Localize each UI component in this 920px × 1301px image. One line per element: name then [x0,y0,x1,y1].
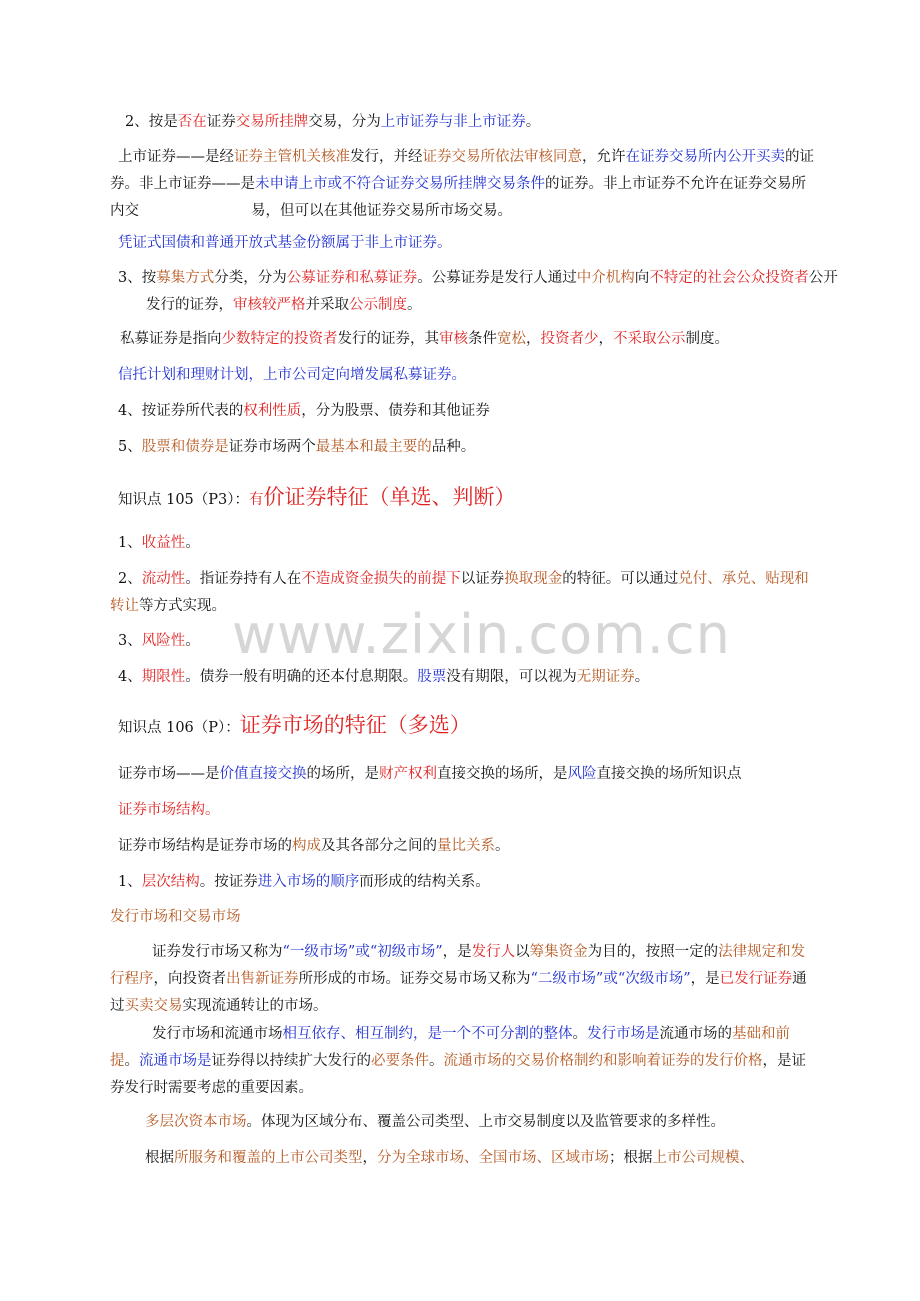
line-market-structure-definition: 证券市场结构是证券市场的构成及其各部分之间的量比关系。 [118,838,510,854]
heading-knowledge-105: 知识点 105（P3）：有价证券特征（单选、判断） [118,485,516,509]
subheading-issue-trading-market: 发行市场和交易市场 [110,909,241,925]
para-market-relationship: 发行市场和流通市场相互依存、相互制约，是一个不可分割的整体。发行市场是流通市场的基础和前提。流通市场是证券得以持续扩大发行的必要条件。流通市场的交易价格制约和影响着证券的发行价格，是证券发行时需要考虑的重要因素。 [110,1026,806,1096]
para-primary-secondary-market: 证券发行市场又称为“一级市场”或“初级市场”，是发行人以筹集资金为目的，按照一定的法律规定和发行程序，向投资者出售新证券所形成的市场。证券交易市场又称为“二级市场”或“次级市场”，是已发行证券通过买卖交易实现流通转让的市场。 [110,944,807,1014]
line-profitability: 1、收益性。 [118,535,200,551]
para-listed-definition: 上市证券——是经证券主管机关核准发行，并经证券交易所依法审核同意，允许在证券交易所内公开买卖的证券。非上市证券——是未申请上市或不符合证券交易所挂牌交易条件的证券。非上市证券不允许在证券交易所内交 易，但可以在其他证券交易所市场交易。 [110,149,814,219]
line-stocks-bonds: 5、股票和债券是证券市场两个最基本和最主要的品种。 [118,439,476,455]
line-private-definition: 私募证券是指向少数特定的投资者发行的证券，其审核条件宽松，投资者少，不采取公示制度。 [120,331,729,347]
line-rights-classification: 4、按证券所代表的权利性质，分为股票、债券和其他证券 [118,403,490,419]
line-market-structure-title: 证券市场结构。 [118,802,220,818]
para-offering-classification: 3、按募集方式分类，分为公募证券和私募证券。公募证券是发行人通过中介机构向不特定的社会公众投资者公开发行的证券，审核较严格并采取公示制度。 [118,270,838,313]
line-listed-classification: 2、按是否在证券交易所挂牌交易，分为上市证券与非上市证券。 [125,114,541,130]
line-hierarchy-structure: 1、层次结构。按证券进入市场的顺序而形成的结构关系。 [118,874,490,890]
line-multilevel-capital-market: 多层次资本市场。体现为区域分布、覆盖公司类型、上市交易制度以及监管要求的多样性。 [145,1114,725,1130]
para-liquidity: 2、流动性。指证券持有人在不造成资金损失的前提下以证券换取现金的特征。可以通过兑付、承兑、贴现和转让等方式实现。 [110,571,809,614]
watermark: www.zixin.com.cn [232,603,731,666]
line-private-examples: 信托计划和理财计划，上市公司定向增发属私募证券。 [118,367,466,383]
line-risk: 3、风险性。 [118,633,200,649]
line-unlisted-examples: 凭证式国债和普通开放式基金份额属于非上市证券。 [118,235,452,251]
line-term: 4、期限性。债券一般有明确的还本付息期限。股票没有期限，可以视为无期证券。 [118,669,650,685]
heading-knowledge-106: 知识点 106（P）：证券市场的特征（多选） [118,713,471,737]
line-market-by-company-type: 根据所服务和覆盖的上市公司类型，分为全球市场、全国市场、区域市场；根据上市公司规模、 [145,1150,754,1166]
line-market-definition: 证券市场——是价值直接交换的场所，是财产权利直接交换的场所，是风险直接交换的场所知识点 [118,766,742,782]
